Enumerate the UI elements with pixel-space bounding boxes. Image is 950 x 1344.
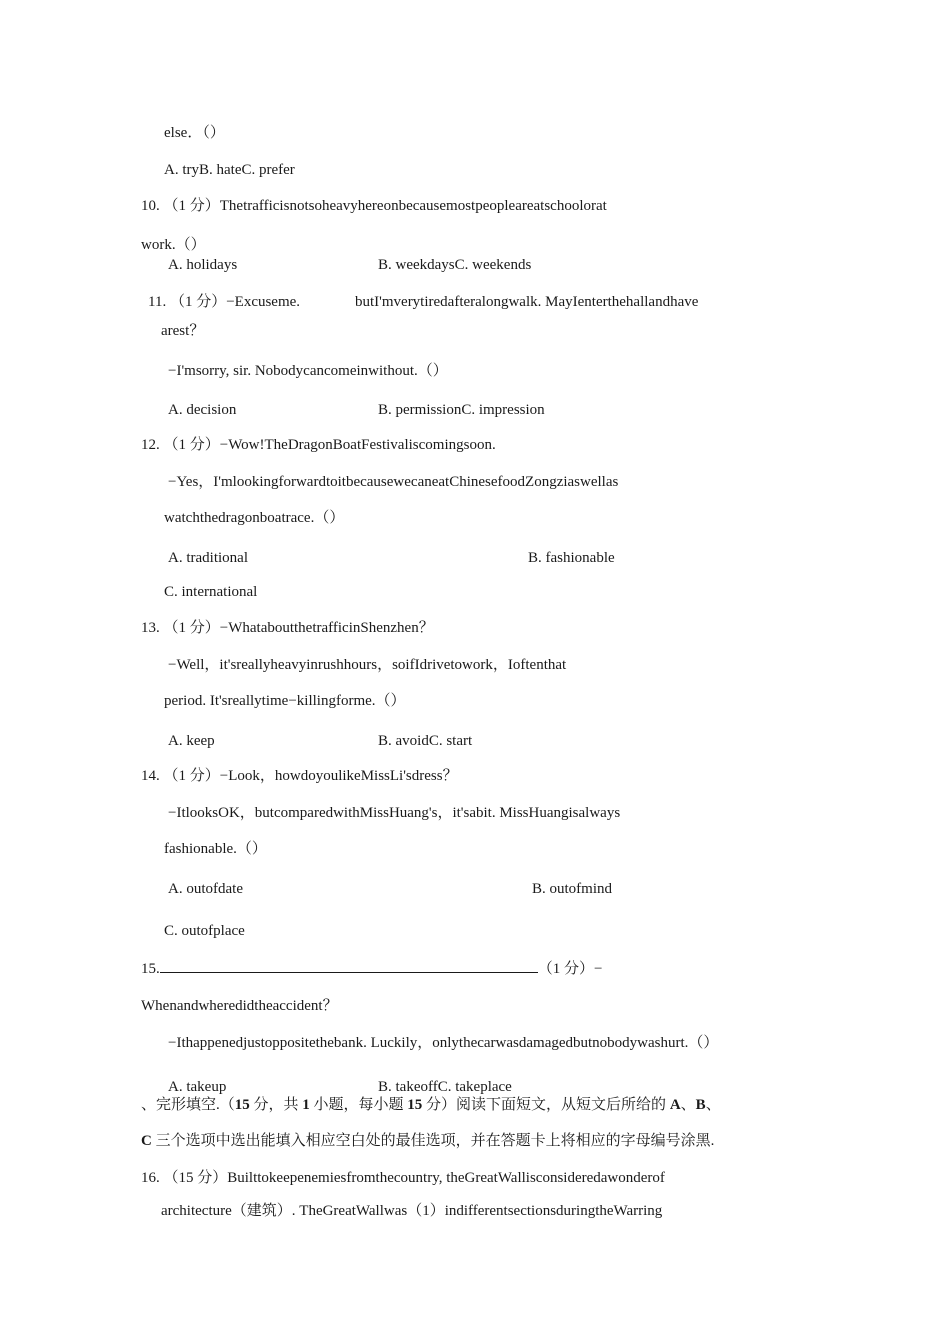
q12-option-c: C. international xyxy=(164,584,258,600)
q16-line1: 16. （15 分）Builttokeepenemiesfromthecountry, theGreatWallisconsideredawonderof xyxy=(141,1170,665,1186)
option-letter-a: A xyxy=(669,1097,681,1113)
q15-reply: −Ithappenedjustoppositethebank. Luckily，onlythecarwasdamagedbutnobodywashurt.（） xyxy=(168,1035,719,1051)
q11-option-bc: B. permissionC. impression xyxy=(378,402,545,418)
q13-reply1: −Well，it'sreallyheavyinrushhours，soifIdrivetowork，Ioftenthat xyxy=(168,657,567,673)
q11-reply: −I'msorry, sir. Nobodycancomeinwithout.（） xyxy=(168,363,448,379)
section-text: 分）阅读下面短文，从短文后所给的 xyxy=(422,1097,670,1113)
section-score: 15 xyxy=(234,1097,250,1113)
q15-score: （1 分）− xyxy=(537,961,603,977)
section-text: 小题，每小题 xyxy=(309,1097,408,1113)
section-text: 、 xyxy=(705,1097,721,1113)
section-text: 三个选项中选出能填入相应空白处的最佳选项，并在答题卡上将相应的字母编号涂黑. xyxy=(151,1133,715,1149)
q15-number: 15. xyxy=(141,961,160,977)
q14-stem: 14. （1 分）−Look，howdoyoulikeMissLi'sdress？ xyxy=(141,768,458,784)
section-text: 分，共 xyxy=(249,1097,303,1113)
q14-option-c: C. outofplace xyxy=(164,923,245,939)
q16-line2: architecture（建筑）. TheGreatWallwas（1）indifferentsectionsduringtheWarring xyxy=(161,1203,663,1219)
section-heading-line1 xyxy=(141,1095,721,1115)
section-heading-line2 xyxy=(141,1131,714,1151)
q14-reply2: fashionable.（） xyxy=(164,841,267,857)
section-text: 、 xyxy=(680,1097,696,1113)
q15-option-bc: B. takeoffC. takeplace xyxy=(378,1079,512,1095)
q14-reply1: −ItlooksOK，butcomparedwithMissHuang's，it'sabit. MissHuangisalways xyxy=(168,805,621,821)
q10-option-a: A. holidays xyxy=(168,257,238,273)
q11-stem-start: 11. （1 分）−Excuseme. xyxy=(148,294,301,310)
q14-option-b: B. outofmind xyxy=(532,881,613,897)
q11-stem-mid: butI'mverytiredafteralongwalk. MayIenterthehallandhave xyxy=(355,294,699,310)
section-count: 1 xyxy=(302,1097,310,1113)
q13-reply2: period. It'sreallytime−killingforme.（） xyxy=(164,693,406,709)
q9-tail: else．（） xyxy=(164,125,225,141)
q13-option-a: A. keep xyxy=(168,733,215,749)
q11-stem-tail: arest？ xyxy=(161,323,205,339)
option-letter-c: C xyxy=(141,1133,152,1149)
q13-option-bc: B. avoidC. start xyxy=(378,733,473,749)
section-each-score: 15 xyxy=(407,1097,423,1113)
q10-stem: 10. （1 分）Thetrafficisnotsoheavyhereonbecausemostpeopleareatschoolorat xyxy=(141,198,607,214)
q12-option-a: A. traditional xyxy=(168,550,248,566)
answer-blank xyxy=(160,958,538,973)
q14-option-a: A. outofdate xyxy=(168,881,243,897)
q10-option-bc: B. weekdaysC. weekends xyxy=(378,257,532,273)
q12-option-b: B. fashionable xyxy=(528,550,615,566)
option-letter-b: B xyxy=(695,1097,706,1113)
q15-stem2: Whenandwheredidtheaccident？ xyxy=(141,998,338,1014)
q12-reply1: −Yes，I'mlookingforwardtoitbecausewecaneatChinesefoodZongziaswellas xyxy=(168,474,619,490)
q13-stem: 13. （1 分）−WhataboutthetrafficinShenzhen？ xyxy=(141,620,434,636)
q10-tail: work.（） xyxy=(141,237,206,253)
q15-stem xyxy=(141,958,602,979)
section-text: 、完形填空.（ xyxy=(141,1097,235,1113)
q12-reply2: watchthedragonboatrace.（） xyxy=(164,510,345,526)
q11-option-a: A. decision xyxy=(168,402,237,418)
q9-options: A. tryB. hateC. prefer xyxy=(164,162,295,178)
q12-stem: 12. （1 分）−Wow!TheDragonBoatFestivaliscomingsoon. xyxy=(141,437,496,453)
q15-option-a: A. takeup xyxy=(168,1079,227,1095)
